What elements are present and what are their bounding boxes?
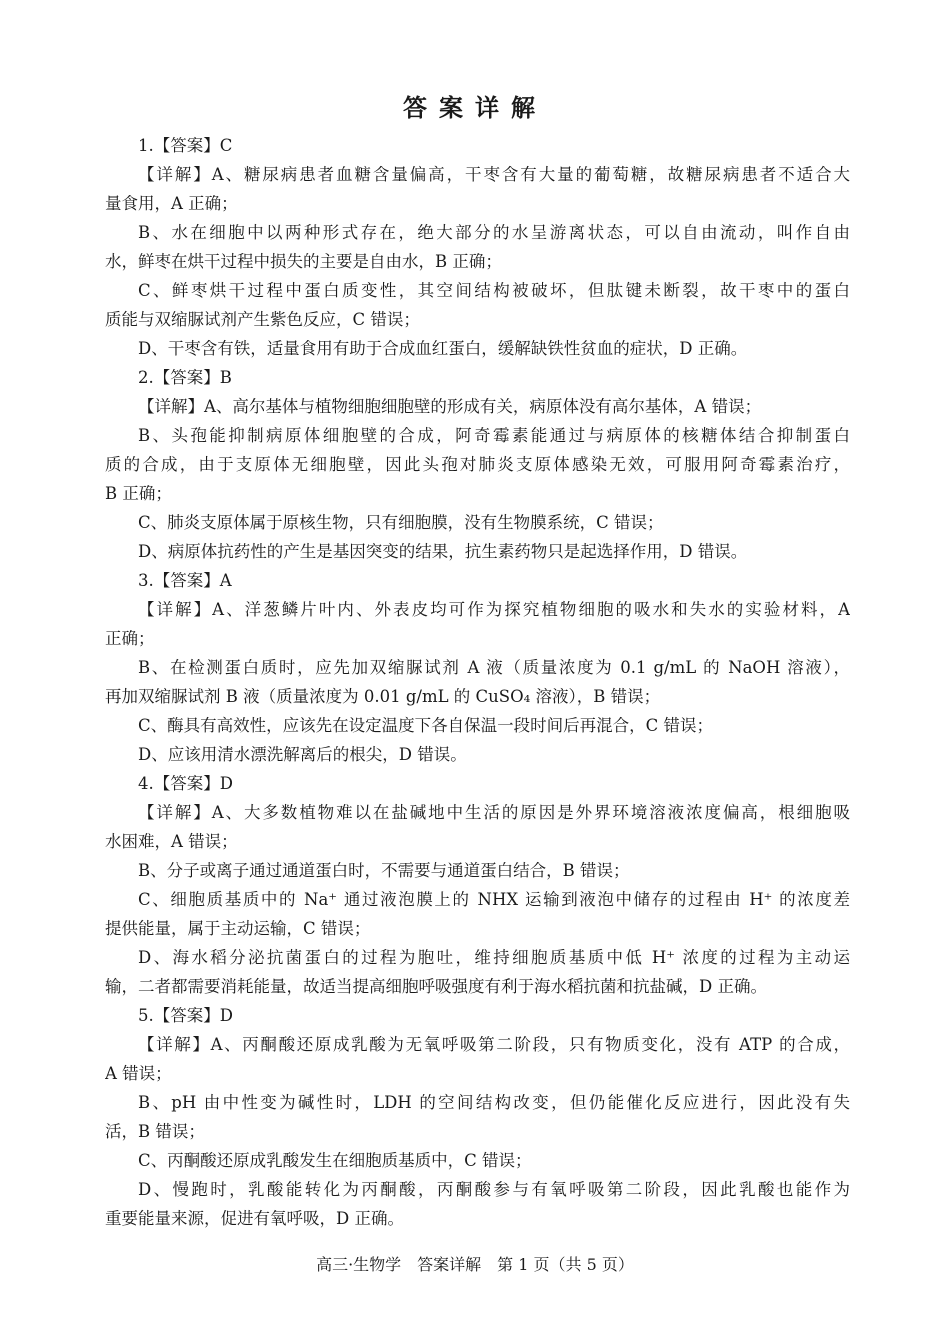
text-line: 5.【答案】D — [138, 1006, 233, 1025]
text-line: D、海水稻分泌抗菌蛋白的过程为胞吐，维持细胞质基质中低 H⁺ 浓度的过程为主动运 — [138, 948, 850, 967]
text-line: D、病原体抗药性的产生是基因突变的结果，抗生素药物只是起选择作用，D 错误。 — [138, 542, 748, 561]
text-line: 量食用，A 正确； — [105, 194, 238, 213]
text-line: C、细胞质基质中的 Na⁺ 通过液泡膜上的 NHX 运输到液泡中储存的过程由 H⁺ 的浓度差 — [138, 890, 850, 909]
text-line: B、在检测蛋白质时，应先加双缩脲试剂 A 液（质量浓度为 0.1 g/mL 的 NaOH 溶液）， — [138, 658, 850, 677]
text-line: 1.【答案】C — [138, 136, 233, 155]
text-line: 【详解】A、高尔基体与植物细胞细胞壁的形成有关，病原体没有高尔基体，A 错误； — [138, 397, 762, 416]
text-line: 活，B 错误； — [105, 1122, 205, 1141]
text-line: 【详解】A、丙酮酸还原成乳酸为无氧呼吸第二阶段，只有物质变化，没有 ATP 的合成， — [138, 1035, 850, 1054]
text-line: 4.【答案】D — [138, 774, 233, 793]
text-line: D、干枣含有铁，适量食用有助于合成血红蛋白，缓解缺铁性贫血的症状，D 正确。 — [138, 339, 748, 358]
text-line: B、水在细胞中以两种形式存在，绝大部分的水呈游离状态，可以自由流动，叫作自由 — [138, 223, 850, 242]
text-line: 【详解】A、洋葱鳞片叶内、外表皮均可作为探究植物细胞的吸水和失水的实验材料，A — [138, 600, 850, 619]
text-line: C、肺炎支原体属于原核生物，只有细胞膜，没有生物膜系统，C 错误； — [138, 513, 664, 532]
text-line: D、应该用清水漂洗解离后的根尖，D 错误。 — [138, 745, 467, 764]
text-line: 输，二者都需要消耗能量，故适当提高细胞呼吸强度有利于海水稻抗菌和抗盐碱，D 正确。 — [105, 977, 767, 996]
text-line: 3.【答案】A — [138, 571, 232, 590]
page-title: 答案详解 — [403, 94, 547, 122]
text-line: 正确； — [105, 629, 155, 648]
text-line: 水，鲜枣在烘干过程中损失的主要是自由水，B 正确； — [105, 252, 502, 271]
text-line: B 正确； — [105, 484, 172, 503]
text-line: C、酶具有高效性，应该先在设定温度下各自保温一段时间后再混合，C 错误； — [138, 716, 713, 735]
text-line: 再加双缩脲试剂 B 液（质量浓度为 0.01 g/mL 的 CuSO₄ 溶液），B 错误； — [105, 687, 661, 706]
text-line: 重要能量来源，促进有氧呼吸，D 正确。 — [105, 1209, 404, 1228]
text-line: C、丙酮酸还原成乳酸发生在细胞质基质中，C 错误； — [138, 1151, 532, 1170]
text-line: 质的合成，由于支原体无细胞壁，因此头孢对肺炎支原体感染无效，可服用阿奇霉素治疗， — [105, 455, 850, 474]
text-line: 质能与双缩脲试剂产生紫色反应，C 错误； — [105, 310, 420, 329]
text-line: C、鲜枣烘干过程中蛋白质变性，其空间结构被破坏，但肽键未断裂，故干枣中的蛋白 — [138, 281, 850, 300]
text-line: B、分子或离子通过通道蛋白时，不需要与通道蛋白结合，B 错误； — [138, 861, 630, 880]
page-footer: 高三·生物学 答案详解 第 1 页（共 5 页） — [316, 1255, 634, 1274]
text-line: 【详解】A、大多数植物难以在盐碱地中生活的原因是外界环境溶液浓度偏高，根细胞吸 — [138, 803, 850, 822]
answer-content — [105, 131, 850, 1233]
text-line: 2.【答案】B — [138, 368, 232, 387]
text-line: B、pH 由中性变为碱性时，LDH 的空间结构改变，但仍能催化反应进行，因此没有失 — [138, 1093, 850, 1112]
text-line: 【详解】A、糖尿病患者血糖含量偏高，干枣含有大量的葡萄糖，故糖尿病患者不适合大 — [138, 165, 850, 184]
text-line: A 错误； — [105, 1064, 172, 1083]
text-line: D、慢跑时，乳酸能转化为丙酮酸，丙酮酸参与有氧呼吸第二阶段，因此乳酸也能作为 — [138, 1180, 850, 1199]
text-line: 水困难，A 错误； — [105, 832, 238, 851]
text-line: 提供能量，属于主动运输，C 错误； — [105, 919, 371, 938]
text-line: B、头孢能抑制病原体细胞壁的合成，阿奇霉素能通过与病原体的核糖体结合抑制蛋白 — [138, 426, 850, 445]
